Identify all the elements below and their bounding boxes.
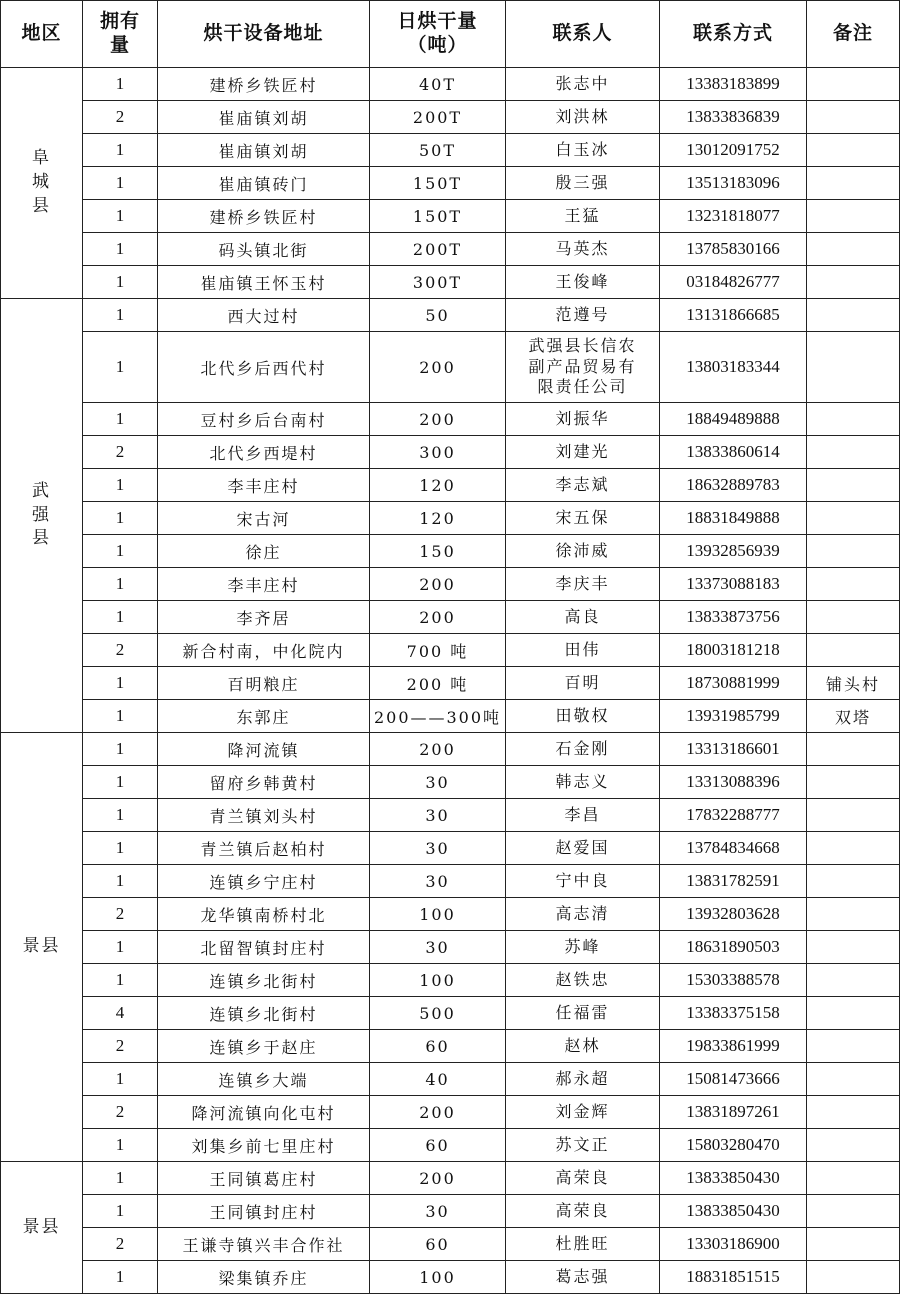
capacity-cell: 150T (370, 200, 506, 233)
table-row (1, 1030, 900, 1063)
address-cell: 青兰镇后赵柏村 (158, 832, 370, 865)
table-row (1, 898, 900, 931)
contact-cell: 高良 (506, 601, 660, 634)
address-cell: 新合村南，中化院内 (158, 634, 370, 667)
capacity-cell: 200 (370, 1162, 506, 1195)
capacity-cell: 60 (370, 1228, 506, 1261)
capacity-cell: 300T (370, 266, 506, 299)
count-cell: 1 (83, 733, 158, 766)
capacity-cell: 60 (370, 1030, 506, 1063)
table-row (1, 233, 900, 266)
note-cell: 铺头村 (807, 667, 900, 700)
address-cell: 码头镇北街 (158, 233, 370, 266)
count-cell: 1 (83, 469, 158, 502)
capacity-cell: 40 (370, 1063, 506, 1096)
address-cell: 王同镇葛庄村 (158, 1162, 370, 1195)
address-cell: 建桥乡铁匠村 (158, 200, 370, 233)
address-cell: 宋古河 (158, 502, 370, 535)
count-cell: 1 (83, 667, 158, 700)
header-contact: 联系人 (506, 1, 660, 68)
phone-cell: 13313186601 (660, 733, 807, 766)
count-cell: 1 (83, 1063, 158, 1096)
count-cell: 1 (83, 1195, 158, 1228)
note-cell (807, 403, 900, 436)
phone-cell: 13785830166 (660, 233, 807, 266)
count-cell: 1 (83, 568, 158, 601)
phone-cell: 15803280470 (660, 1129, 807, 1162)
note-cell (807, 601, 900, 634)
table-row (1, 502, 900, 535)
phone-cell: 18849489888 (660, 403, 807, 436)
contact-cell: 百明 (506, 667, 660, 700)
phone-cell: 18831849888 (660, 502, 807, 535)
address-cell: 连镇乡北街村 (158, 997, 370, 1030)
header-note: 备注 (807, 1, 900, 68)
phone-cell: 13513183096 (660, 167, 807, 200)
count-cell: 1 (83, 700, 158, 733)
capacity-cell: 30 (370, 766, 506, 799)
capacity-cell: 30 (370, 931, 506, 964)
header-capacity: 日烘干量 （吨） (370, 1, 506, 68)
address-cell: 连镇乡北街村 (158, 964, 370, 997)
phone-cell: 13231818077 (660, 200, 807, 233)
count-cell: 1 (83, 832, 158, 865)
note-cell (807, 799, 900, 832)
address-cell: 留府乡韩黄村 (158, 766, 370, 799)
phone-cell: 18632889783 (660, 469, 807, 502)
note-cell: 双塔 (807, 700, 900, 733)
address-cell: 豆村乡后台南村 (158, 403, 370, 436)
note-cell (807, 1063, 900, 1096)
capacity-cell: 300 (370, 436, 506, 469)
phone-cell: 15081473666 (660, 1063, 807, 1096)
capacity-cell: 200T (370, 233, 506, 266)
phone-cell: 13831897261 (660, 1096, 807, 1129)
capacity-cell: 50T (370, 134, 506, 167)
contact-cell: 徐沛威 (506, 535, 660, 568)
contact-cell: 王猛 (506, 200, 660, 233)
phone-cell: 13383375158 (660, 997, 807, 1030)
contact-cell: 刘洪林 (506, 101, 660, 134)
note-cell (807, 1228, 900, 1261)
count-cell: 1 (83, 200, 158, 233)
table-row (1, 403, 900, 436)
address-cell: 崔庙镇刘胡 (158, 134, 370, 167)
address-cell: 崔庙镇刘胡 (158, 101, 370, 134)
count-cell: 1 (83, 1261, 158, 1294)
contact-cell: 任福雷 (506, 997, 660, 1030)
address-cell: 刘集乡前七里庄村 (158, 1129, 370, 1162)
table-row (1, 1195, 900, 1228)
address-cell: 崔庙镇砖门 (158, 167, 370, 200)
capacity-cell: 500 (370, 997, 506, 1030)
capacity-cell: 120 (370, 502, 506, 535)
header-count: 拥有 量 (83, 1, 158, 68)
header-phone: 联系方式 (660, 1, 807, 68)
note-cell (807, 233, 900, 266)
table-row (1, 667, 900, 700)
address-cell: 北代乡西堤村 (158, 436, 370, 469)
count-cell: 1 (83, 167, 158, 200)
phone-cell: 13373088183 (660, 568, 807, 601)
count-cell: 1 (83, 964, 158, 997)
table-row (1, 167, 900, 200)
table-row (1, 436, 900, 469)
note-cell (807, 733, 900, 766)
capacity-cell: 200 (370, 733, 506, 766)
phone-cell: 13303186900 (660, 1228, 807, 1261)
contact-cell: 刘金辉 (506, 1096, 660, 1129)
address-cell: 梁集镇乔庄 (158, 1261, 370, 1294)
table-row (1, 766, 900, 799)
table-row (1, 332, 900, 403)
contact-cell: 田敬权 (506, 700, 660, 733)
capacity-cell: 200 (370, 1096, 506, 1129)
table-row (1, 865, 900, 898)
note-cell (807, 167, 900, 200)
address-cell: 李丰庄村 (158, 469, 370, 502)
contact-cell: 苏文正 (506, 1129, 660, 1162)
region-label: 武强县 (32, 480, 51, 549)
note-cell (807, 898, 900, 931)
phone-cell: 15303388578 (660, 964, 807, 997)
table-row (1, 469, 900, 502)
contact-cell: 李志斌 (506, 469, 660, 502)
region-cell (1, 299, 83, 733)
count-cell: 2 (83, 1228, 158, 1261)
count-cell: 1 (83, 1162, 158, 1195)
table-row (1, 799, 900, 832)
contact-cell: 白玉冰 (506, 134, 660, 167)
capacity-cell: 200 (370, 601, 506, 634)
table-row (1, 299, 900, 332)
capacity-cell: 30 (370, 1195, 506, 1228)
note-cell (807, 299, 900, 332)
address-cell: 百明粮庄 (158, 667, 370, 700)
contact-cell: 李庆丰 (506, 568, 660, 601)
table-row (1, 733, 900, 766)
count-cell: 1 (83, 299, 158, 332)
capacity-cell: 200——300吨 (370, 700, 506, 733)
note-cell (807, 134, 900, 167)
capacity-cell: 100 (370, 964, 506, 997)
table-row (1, 964, 900, 997)
phone-cell: 13012091752 (660, 134, 807, 167)
count-cell: 2 (83, 898, 158, 931)
capacity-cell: 30 (370, 865, 506, 898)
contact-cell: 宋五保 (506, 502, 660, 535)
phone-cell: 13383183899 (660, 68, 807, 101)
contact-cell: 赵铁忠 (506, 964, 660, 997)
table-row (1, 535, 900, 568)
phone-cell: 13131866685 (660, 299, 807, 332)
region-cell (1, 1162, 83, 1294)
contact-cell: 马英杰 (506, 233, 660, 266)
phone-cell: 13932856939 (660, 535, 807, 568)
count-cell: 2 (83, 634, 158, 667)
note-cell (807, 469, 900, 502)
phone-cell: 18730881999 (660, 667, 807, 700)
contact-cell: 郝永超 (506, 1063, 660, 1096)
contact-cell: 葛志强 (506, 1261, 660, 1294)
contact-cell: 高志清 (506, 898, 660, 931)
phone-cell: 19833861999 (660, 1030, 807, 1063)
header-address: 烘干设备地址 (158, 1, 370, 68)
table-row (1, 266, 900, 299)
address-cell: 降河流镇向化屯村 (158, 1096, 370, 1129)
table-row (1, 931, 900, 964)
phone-cell: 13932803628 (660, 898, 807, 931)
capacity-cell: 100 (370, 898, 506, 931)
capacity-cell: 60 (370, 1129, 506, 1162)
note-cell (807, 1030, 900, 1063)
note-cell (807, 1129, 900, 1162)
capacity-cell: 40T (370, 68, 506, 101)
address-cell: 徐庄 (158, 535, 370, 568)
note-cell (807, 568, 900, 601)
region-cell (1, 733, 83, 1162)
contact-cell: 张志中 (506, 68, 660, 101)
table-row (1, 568, 900, 601)
contact-cell: 赵林 (506, 1030, 660, 1063)
table-row (1, 997, 900, 1030)
note-cell (807, 1195, 900, 1228)
header-region: 地区 (1, 1, 83, 68)
count-cell: 1 (83, 865, 158, 898)
address-cell: 北代乡后西代村 (158, 332, 370, 403)
address-cell: 连镇乡大端 (158, 1063, 370, 1096)
table-row (1, 1063, 900, 1096)
contact-cell: 高荣良 (506, 1162, 660, 1195)
table-row (1, 200, 900, 233)
count-cell: 1 (83, 266, 158, 299)
capacity-cell: 700 吨 (370, 634, 506, 667)
table-row (1, 1129, 900, 1162)
table-row (1, 1096, 900, 1129)
note-cell (807, 931, 900, 964)
header-row (1, 1, 900, 68)
address-cell: 李齐居 (158, 601, 370, 634)
phone-cell: 13833836839 (660, 101, 807, 134)
capacity-cell: 30 (370, 832, 506, 865)
capacity-cell: 120 (370, 469, 506, 502)
contact-cell: 武强县长信农副产品贸易有限责任公司 (506, 332, 660, 403)
note-cell (807, 1162, 900, 1195)
phone-cell: 13803183344 (660, 332, 807, 403)
phone-cell: 13784834668 (660, 832, 807, 865)
capacity-cell: 200 (370, 332, 506, 403)
contact-cell: 高荣良 (506, 1195, 660, 1228)
count-cell: 1 (83, 766, 158, 799)
address-cell: 王同镇封庄村 (158, 1195, 370, 1228)
region-label: 阜城县 (32, 148, 51, 216)
table-body (1, 68, 900, 1294)
phone-cell: 13831782591 (660, 865, 807, 898)
count-cell: 2 (83, 436, 158, 469)
address-cell: 龙华镇南桥村北 (158, 898, 370, 931)
note-cell (807, 266, 900, 299)
phone-cell: 13833850430 (660, 1162, 807, 1195)
address-cell: 降河流镇 (158, 733, 370, 766)
address-cell: 西大过村 (158, 299, 370, 332)
capacity-cell: 200 (370, 568, 506, 601)
contact-cell: 王俊峰 (506, 266, 660, 299)
count-cell: 1 (83, 68, 158, 101)
capacity-cell: 200 吨 (370, 667, 506, 700)
capacity-cell: 150 (370, 535, 506, 568)
table-row (1, 1162, 900, 1195)
address-cell: 王谦寺镇兴丰合作社 (158, 1228, 370, 1261)
phone-cell: 13931985799 (660, 700, 807, 733)
count-cell: 1 (83, 134, 158, 167)
note-cell (807, 535, 900, 568)
region-cell (1, 68, 83, 299)
note-cell (807, 68, 900, 101)
phone-cell: 13833860614 (660, 436, 807, 469)
table-row (1, 601, 900, 634)
address-cell: 崔庙镇王怀玉村 (158, 266, 370, 299)
count-cell: 1 (83, 931, 158, 964)
note-cell (807, 997, 900, 1030)
phone-cell: 13833850430 (660, 1195, 807, 1228)
table-row (1, 134, 900, 167)
count-cell: 1 (83, 332, 158, 403)
contact-cell: 田伟 (506, 634, 660, 667)
contact-cell: 韩志义 (506, 766, 660, 799)
note-cell (807, 865, 900, 898)
count-cell: 4 (83, 997, 158, 1030)
note-cell (807, 436, 900, 469)
phone-cell: 13833873756 (660, 601, 807, 634)
table-row (1, 1261, 900, 1294)
region-label: 景县 (22, 1216, 61, 1237)
table-row (1, 832, 900, 865)
table-row (1, 1228, 900, 1261)
contact-cell: 刘振华 (506, 403, 660, 436)
table-row (1, 68, 900, 101)
note-cell (807, 200, 900, 233)
contact-cell: 赵爱国 (506, 832, 660, 865)
phone-cell: 18631890503 (660, 931, 807, 964)
contact-cell: 范遵号 (506, 299, 660, 332)
count-cell: 1 (83, 403, 158, 436)
capacity-cell: 200T (370, 101, 506, 134)
note-cell (807, 832, 900, 865)
region-label: 景县 (22, 936, 61, 957)
count-cell: 1 (83, 502, 158, 535)
address-cell: 李丰庄村 (158, 568, 370, 601)
address-cell: 连镇乡于赵庄 (158, 1030, 370, 1063)
count-cell: 1 (83, 535, 158, 568)
note-cell (807, 101, 900, 134)
phone-cell: 13313088396 (660, 766, 807, 799)
address-cell: 建桥乡铁匠村 (158, 68, 370, 101)
count-cell: 2 (83, 1030, 158, 1063)
contact-cell: 宁中良 (506, 865, 660, 898)
capacity-cell: 30 (370, 799, 506, 832)
contact-cell: 刘建光 (506, 436, 660, 469)
address-cell: 北留智镇封庄村 (158, 931, 370, 964)
address-cell: 青兰镇刘头村 (158, 799, 370, 832)
phone-cell: 03184826777 (660, 266, 807, 299)
table-row (1, 634, 900, 667)
capacity-cell: 100 (370, 1261, 506, 1294)
note-cell (807, 502, 900, 535)
table-row (1, 700, 900, 733)
count-cell: 1 (83, 233, 158, 266)
phone-cell: 17832288777 (660, 799, 807, 832)
note-cell (807, 634, 900, 667)
contact-cell: 苏峰 (506, 931, 660, 964)
table-row (1, 101, 900, 134)
capacity-cell: 150T (370, 167, 506, 200)
note-cell (807, 1096, 900, 1129)
count-cell: 1 (83, 1129, 158, 1162)
capacity-cell: 200 (370, 403, 506, 436)
count-cell: 1 (83, 799, 158, 832)
phone-cell: 18003181218 (660, 634, 807, 667)
capacity-cell: 50 (370, 299, 506, 332)
note-cell (807, 766, 900, 799)
note-cell (807, 332, 900, 403)
note-cell (807, 1261, 900, 1294)
note-cell (807, 964, 900, 997)
contact-cell: 石金刚 (506, 733, 660, 766)
address-cell: 东郭庄 (158, 700, 370, 733)
contact-cell: 李昌 (506, 799, 660, 832)
address-cell: 连镇乡宁庄村 (158, 865, 370, 898)
phone-cell: 18831851515 (660, 1261, 807, 1294)
count-cell: 2 (83, 101, 158, 134)
count-cell: 1 (83, 601, 158, 634)
contact-cell: 殷三强 (506, 167, 660, 200)
contact-cell: 杜胜旺 (506, 1228, 660, 1261)
count-cell: 2 (83, 1096, 158, 1129)
